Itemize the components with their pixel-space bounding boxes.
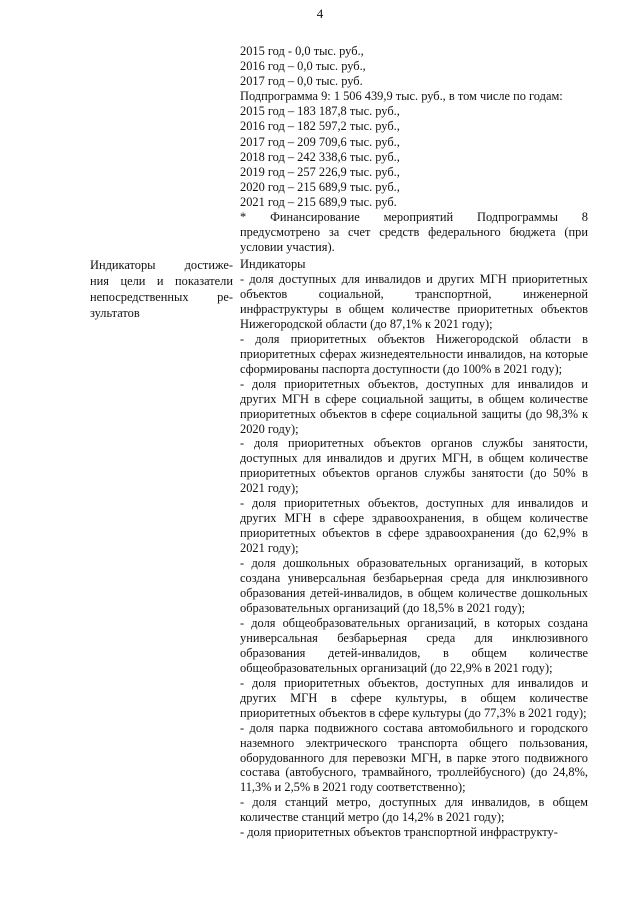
indicators-label-line: Индикаторы достиже- (90, 258, 233, 272)
indicators-label-line: ния цели и показатели (90, 274, 233, 288)
subprogram-9-year-2021: 2021 год – 215 689,9 тыс. руб. (240, 194, 397, 209)
subprogram-9-year-2020: 2020 год – 215 689,9 тыс. руб., (240, 179, 400, 194)
indicators-list (240, 257, 588, 840)
indicator-item: - доля приоритетных объектов, доступных для инвалидов и других МГН в сфере социальной защиты, в общем количестве приоритетных объектов в сфере социальной защиты (до 98,3% к 2020 году); (240, 376, 588, 436)
indicator-item: - доля дошкольных образовательных организаций, в которых создана универсальная безбарьерная среда для инклюзивного образования детей-инвалидов, в общем количестве дошкольных образовательных организаций (до 18,5% в 2021 году); (240, 556, 588, 615)
funding-footnote: * Финансирование мероприятий Подпрограммы 8 предусмотрено за счет средств федерального бюджета (при условии участия). (240, 210, 588, 255)
funding-line-2017: 2017 год – 0,0 тыс. руб. (240, 74, 363, 89)
indicator-item: - доля доступных для инвалидов и других МГН приоритетных объектов социальной, транспортной, инженерной инфраструктуры в общем количестве приоритетных объектов Нижегородской области (до 87,1% к 2021 году); (240, 272, 588, 331)
funding-block (240, 44, 588, 255)
indicator-item: - доля общеобразовательных организаций, в которых создана универсальная безбарьерная среда для инклюзивного образования детей-инвалидов, в общем количестве общеобразовательных организаций (до 22,9% в 2021 году); (240, 615, 588, 675)
indicator-item: - доля приоритетных объектов, доступных для инвалидов и других МГН в сфере здравоохранения, в общем количестве приоритетных объектов в сфере здравоохранения (до 62,9% в 2021 году); (240, 496, 588, 556)
subprogram-9-year-2015: 2015 год – 183 187,8 тыс. руб., (240, 104, 400, 119)
indicator-item: - доля приоритетных объектов органов службы занятости, доступных для инвалидов и других МГН, в общем количестве приоритетных объектов органов службы занятости (до 50% в 2021 году); (240, 436, 588, 496)
indicator-item: - доля приоритетных объектов Нижегородской области в приоритетных сферах жизнедеятельности инвалидов, на которые сформированы паспорта доступности (до 100% в 2021 году); (240, 331, 588, 376)
subprogram-9-year-2016: 2016 год – 182 597,2 тыс. руб., (240, 119, 400, 134)
subprogram-9-year-2019: 2019 год – 257 226,9 тыс. руб., (240, 164, 400, 179)
indicator-item: - доля станций метро, доступных для инвалидов, в общем количестве станций метро (до 14,2% в 2021 году); (240, 795, 588, 825)
indicator-item: - доля приоритетных объектов, доступных для инвалидов и других МГН в сфере культуры, в общем количестве приоритетных объектов в сфере культуры (до 77,3% в 2021 году); (240, 675, 588, 720)
indicator-item: - доля парка подвижного состава автомобильного и городского наземного электрического транспорта общего пользования, оборудованного для перевозки МГН, в парке этого подвижного состава (автобусного, трамвайного, троллейбусного) (до 24,8%, 11,3% и 2,5% в 2021 году соответственно); (240, 720, 588, 795)
subprogram-9-total: Подпрограмма 9: 1 506 439,9 тыс. руб., в том числе по годам: (240, 89, 563, 104)
indicators-heading: Индикаторы (240, 257, 306, 271)
indicators-label (90, 257, 233, 321)
subprogram-9-year-2018: 2018 год – 242 338,6 тыс. руб., (240, 149, 400, 164)
indicator-item: - доля приоритетных объектов транспортной инфраструкту- (240, 825, 558, 840)
indicators-label-line: зультатов (90, 306, 140, 320)
page-number: 4 (316, 6, 324, 21)
funding-line-2016: 2016 год – 0,0 тыс. руб., (240, 59, 366, 74)
funding-line-2015: 2015 год - 0,0 тыс. руб., (240, 44, 364, 58)
indicators-label-line: непосредственных ре- (90, 290, 233, 304)
subprogram-9-year-2017: 2017 год – 209 709,6 тыс. руб., (240, 134, 400, 149)
